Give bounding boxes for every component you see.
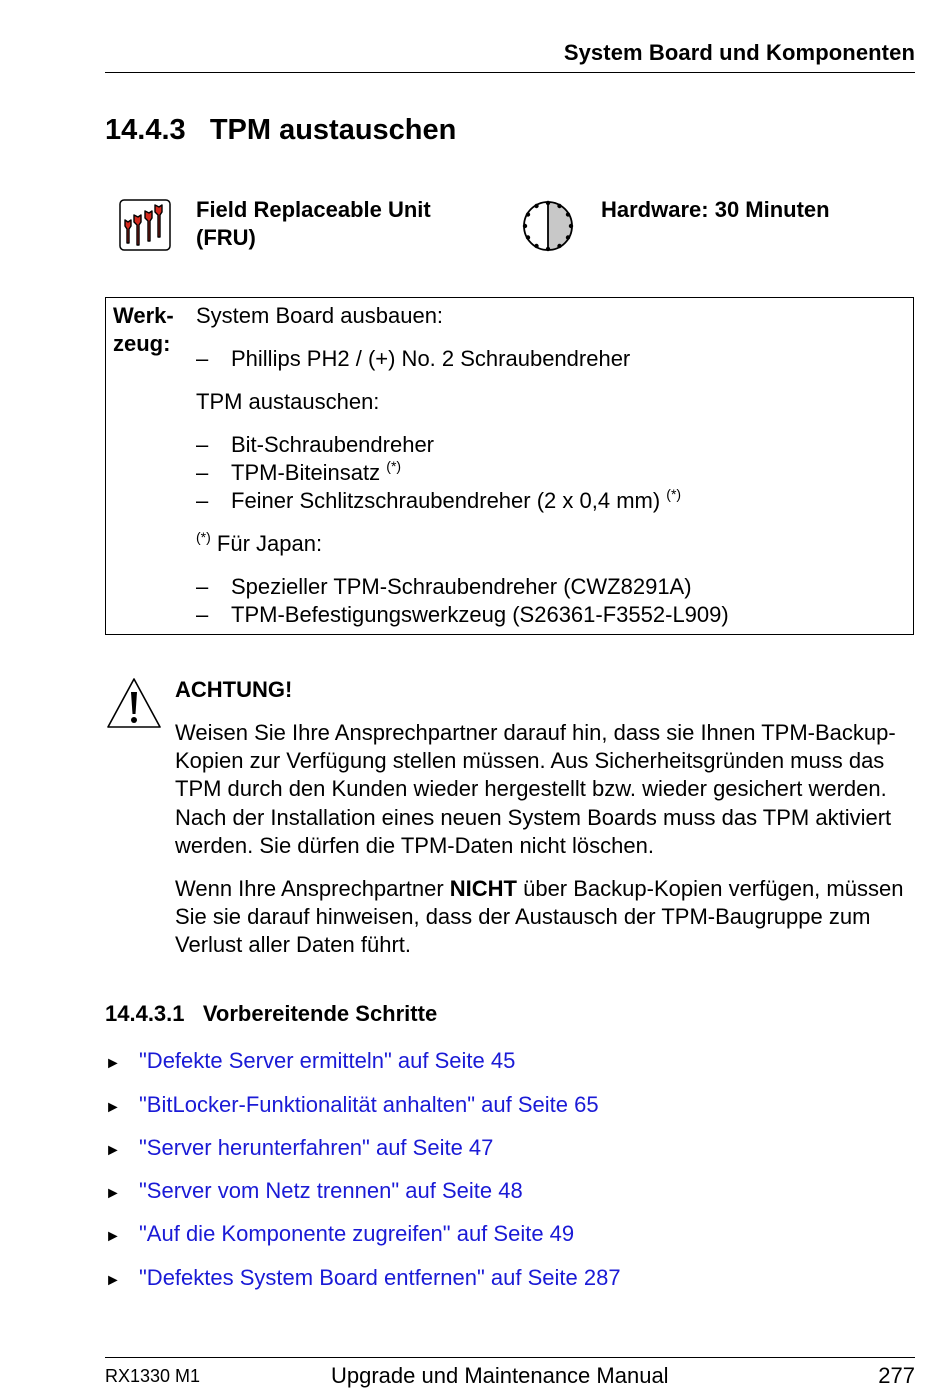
tool-item: Spezieller TPM-Schraubendreher (CWZ8291A) (231, 574, 692, 599)
warning-paragraph-1: Weisen Sie Ihre Ansprechpartner darauf hin, dass sie Ihnen TPM-Backup-Kopien zur Verfügung stellen müssen. Aus Sicherheitsgründen muss das TPM durch den Kunden wieder hergestellt bzw. wieder gesichert werden. Nach der Installation eines neuen System Boards muss das TPM aktiviert werden. Sie dürfen die TPM-Daten nicht löschen. (175, 720, 896, 858)
tool-item (231, 487, 681, 517)
header-rule (105, 72, 915, 73)
tool-item (231, 459, 401, 489)
section-title: Vorbereitende Schritte (202, 1001, 438, 1026)
page-number: 277 (878, 1363, 915, 1388)
japan-heading (196, 530, 322, 560)
footnote-mark: (*) (386, 458, 402, 474)
step-link[interactable]: "Auf die Komponente zugreifen" auf Seite 49 (139, 1221, 575, 1246)
step-link[interactable]: "BitLocker-Funktionalität anhalten" auf Seite 65 (139, 1092, 599, 1117)
tool-item: TPM-Befestigungswerkzeug (S26361-F3552-L909) (231, 602, 729, 627)
fru-label (196, 196, 431, 252)
footer-rule (105, 1357, 915, 1358)
fru-line-1: Field Replaceable Unit (196, 197, 431, 222)
warning-triangle-icon (105, 676, 163, 730)
step-item[interactable] (105, 1264, 621, 1295)
warning-emphasis: NICHT (449, 876, 517, 901)
tools-label-line-1: Werk- (113, 303, 174, 328)
tool-item: Phillips PH2 / (+) No. 2 Schraubendreher (231, 346, 631, 371)
step-link[interactable]: "Server vom Netz trennen" auf Seite 48 (139, 1178, 523, 1203)
board-heading: System Board ausbauen: (196, 303, 444, 328)
list-dash: – (196, 460, 209, 485)
tool-item-text: TPM-Biteinsatz (231, 460, 381, 485)
list-dash: – (196, 602, 209, 627)
warning-text: Wenn Ihre Ansprechpartner (175, 876, 450, 901)
list-dash: – (196, 488, 209, 513)
duration-label: Hardware: 30 Minuten (601, 197, 830, 222)
list-dash: – (196, 574, 209, 599)
list-dash: – (196, 346, 209, 371)
tpm-heading: TPM austauschen: (196, 389, 380, 414)
step-item[interactable] (105, 1134, 493, 1165)
triangle-right-icon: ► (105, 1142, 121, 1159)
wrench-tools-icon (119, 199, 171, 251)
footer-manual-title: Upgrade und Maintenance Manual (331, 1363, 669, 1388)
tool-item-text: Feiner Schlitzschraubendreher (2 x 0,4 mm) (231, 488, 661, 513)
footnote-mark: (*) (196, 529, 211, 545)
page-title (105, 114, 456, 147)
step-item[interactable] (105, 1047, 515, 1078)
tool-item: Bit-Schraubendreher (231, 432, 435, 457)
step-link[interactable]: "Defektes System Board entfernen" auf Seite 287 (139, 1265, 621, 1290)
step-item[interactable] (105, 1091, 599, 1122)
footer-model: RX1330 M1 (105, 1366, 201, 1386)
step-item[interactable] (105, 1177, 523, 1208)
step-link[interactable]: "Defekte Server ermitteln" auf Seite 45 (139, 1048, 516, 1073)
tools-label-line-2: zeug: (113, 331, 171, 356)
warning-paragraph-2 (175, 875, 920, 960)
section-heading (105, 1001, 437, 1027)
triangle-right-icon: ► (105, 1272, 121, 1289)
running-head: System Board und Komponenten (563, 40, 915, 65)
fru-line-2: (FRU) (196, 225, 256, 250)
tools-label (113, 302, 174, 358)
triangle-right-icon: ► (105, 1228, 121, 1245)
title-number: 14.4.3 (105, 114, 186, 146)
japan-heading-text: Für Japan: (216, 531, 323, 556)
triangle-right-icon: ► (105, 1185, 121, 1202)
title-text: TPM austauschen (209, 114, 457, 146)
section-number: 14.4.3.1 (105, 1001, 185, 1026)
step-link[interactable]: "Server herunterfahren" auf Seite 47 (139, 1135, 494, 1160)
warning-title: ACHTUNG! (175, 677, 293, 702)
triangle-right-icon: ► (105, 1055, 121, 1072)
list-dash: – (196, 432, 209, 457)
warning-text: über Backup-Kopien verfügen, müssen Sie sie darauf hinweisen, dass der Austausch der TPM-Baugruppe zum Verlust aller Daten führt. (175, 876, 904, 958)
step-item[interactable] (105, 1220, 574, 1251)
triangle-right-icon: ► (105, 1099, 121, 1116)
footnote-mark: (*) (666, 486, 682, 502)
half-clock-icon (522, 200, 574, 252)
